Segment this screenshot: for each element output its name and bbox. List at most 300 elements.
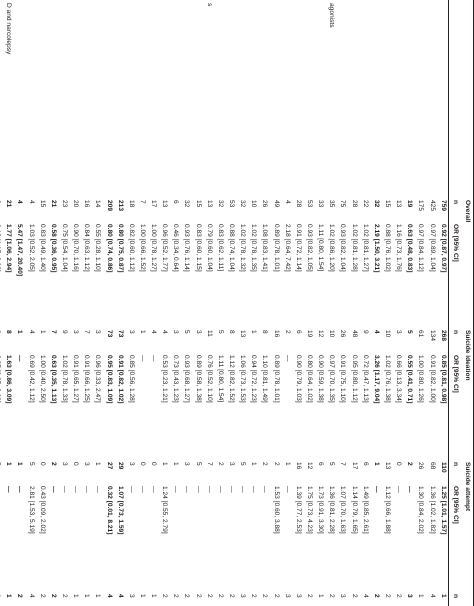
cell-ideation-or: 0.91 [0.82, 1.00] — [428, 355, 436, 403]
row-label — [181, 0, 192, 198]
cell-trailing-n: 2 — [172, 594, 180, 598]
table-row — [47, 0, 58, 606]
cell-overall-n: 15 — [194, 200, 202, 208]
cell-trailing-n: 3 — [239, 594, 247, 598]
cell-overall-n: 15 — [38, 200, 46, 208]
cell-ideation-or: 1.00 [0.40, 2.50] — [38, 355, 46, 403]
cell-attempt-or: 1.12 [0.66, 1.88] — [384, 486, 392, 534]
table-row — [415, 0, 426, 606]
cell-attempt-or: — — [205, 486, 213, 493]
row-label — [247, 0, 258, 198]
cell-ideation-or: 0.94 [0.72, 1.23] — [250, 355, 258, 403]
row-label — [92, 0, 103, 198]
cell-overall-or: 0.88 [0.74, 1.04] — [228, 224, 236, 272]
cell-overall-or: 0.80 [0.74, 0.86] — [105, 224, 113, 273]
cell-trailing-n: 1 — [94, 594, 102, 598]
row-label — [381, 0, 392, 198]
cell-overall-n: 26 — [261, 200, 269, 208]
group-header-overall: Overall — [460, 198, 474, 328]
cell-overall-n: 22 — [361, 200, 369, 208]
cell-overall-or: 0.97 [0.84, 1.12] — [417, 224, 425, 272]
table-row — [114, 0, 125, 606]
table-row — [158, 0, 169, 606]
cell-ideation-n: 8 — [228, 330, 236, 334]
cell-ideation-n: 10 — [328, 330, 336, 338]
cell-ideation-or: 0.91 [0.82, 1.02] — [116, 355, 124, 404]
cell-attempt-or: — — [261, 486, 269, 493]
cell-trailing-n — [0, 592, 2, 606]
cell-overall-or: 0.58 [0.36, 0.95] — [49, 224, 57, 273]
cell-ideation-n: 73 — [116, 330, 124, 338]
cell-overall-or: 0.83 [0.62, 1.11] — [216, 224, 224, 272]
cell-attempt-n: 68 — [428, 462, 436, 470]
cell-ideation-n: 13 — [239, 330, 247, 338]
cell-ideation-n: 48 — [350, 330, 358, 338]
table-row — [403, 0, 414, 606]
cell-attempt-n: 13 — [384, 462, 392, 470]
cell-ideation-or: 0.85 [0.81, 0.98] — [439, 355, 447, 404]
cell-ideation-n: 9 — [361, 330, 369, 334]
cell-attempt-n: 3 — [228, 462, 236, 466]
cell-ideation-or: — — [150, 355, 158, 362]
cell-attempt-or: — — [395, 486, 403, 493]
cell-overall-or: 0.97 [0.89, 1.04] — [428, 224, 436, 272]
cell-attempt-or: — — [172, 486, 180, 493]
cell-ideation-n: 2 — [283, 330, 291, 334]
table-row — [359, 0, 370, 606]
cell-attempt-or: — — [250, 486, 258, 493]
cell-attempt-n: 1 — [250, 462, 258, 466]
column-header-overall-or: OR [95% CI] — [449, 222, 461, 328]
cell-trailing-n: 2 — [372, 594, 380, 598]
cell-overall-or: 1.16 [0.73, 1.76] — [395, 224, 403, 272]
row-label — [270, 0, 281, 198]
cell-trailing-n: 1 — [72, 594, 80, 598]
cell-overall-n: 35 — [328, 200, 336, 208]
cell-attempt-n: 3 — [60, 462, 68, 466]
table-row — [370, 0, 381, 606]
cell-attempt-n: 0 — [72, 462, 80, 466]
row-label — [236, 0, 247, 198]
table-row — [69, 0, 80, 606]
row-label — [69, 0, 80, 198]
cell-attempt-n: 1 — [372, 462, 380, 466]
cell-ideation-n: 1 — [138, 330, 146, 334]
cell-overall-n: 4 — [27, 200, 35, 204]
column-header-trailing-n: n — [449, 592, 461, 606]
cell-overall-n: 23 — [60, 200, 68, 208]
cell-ideation-or: 0.93 [0.68, 1.27] — [183, 355, 191, 403]
table-row — [14, 0, 25, 606]
row-label — [158, 0, 169, 198]
cell-trailing-n: 2 — [38, 594, 46, 598]
cell-trailing-n: 2 — [228, 594, 236, 598]
row-label — [147, 0, 158, 198]
cell-trailing-n: 2 — [194, 594, 202, 598]
row-label — [437, 0, 449, 198]
table-row — [0, 0, 2, 606]
cell-attempt-or: — — [94, 486, 102, 493]
cell-ideation-or: 1.11 [0.80, 1.54] — [216, 355, 224, 403]
table-row — [292, 0, 303, 606]
cell-ideation-n: 1 — [250, 330, 258, 334]
cell-attempt-n: 7 — [339, 462, 347, 466]
cell-trailing-n: 3 — [339, 594, 347, 598]
cell-attempt-or: 1.36 [0.81, 2.28] — [328, 486, 336, 534]
cell-trailing-n: 2 — [272, 594, 280, 598]
cell-overall-or: 5.47 [1.47, 20.40] — [16, 224, 24, 277]
cell-overall-or: 1.03 [0.52, 2.05] — [27, 224, 35, 272]
cell-trailing-n: 1 — [83, 594, 91, 598]
cell-overall-or: 0.84 [0.63, 1.12] — [83, 224, 91, 272]
cell-trailing-n: 2 — [250, 594, 258, 598]
row-label — [14, 0, 25, 198]
cell-overall-or: 1.02 [0.86, 1.20] — [328, 224, 336, 272]
cell-overall-or: 0.83 [0.49, 1.40] — [38, 224, 46, 272]
row-label — [25, 0, 36, 198]
cell-attempt-or — [0, 484, 2, 592]
cell-overall-n: 16 — [83, 200, 91, 208]
cell-ideation-or: 0.95 [0.80, 1.12] — [350, 355, 358, 403]
cell-ideation-or: 1.63 [0.86, 3.09] — [5, 355, 13, 404]
cell-trailing-n: 3 — [406, 594, 414, 598]
cell-ideation-n: 4 — [150, 330, 158, 334]
cell-trailing-n: 4 — [116, 594, 124, 598]
cell-ideation-n: 16 — [272, 330, 280, 338]
cell-trailing-n: 1 — [5, 594, 13, 598]
cell-ideation-n: 12 — [317, 330, 325, 338]
cell-trailing-n: 4 — [428, 594, 436, 598]
cell-attempt-n: 2 — [406, 462, 414, 466]
cell-attempt-n: 17 — [350, 462, 358, 470]
row-label: s — [205, 3, 213, 7]
table-row — [426, 0, 437, 606]
cell-ideation-or: 0.69 [0.42, 1.12] — [27, 355, 35, 403]
cell-attempt-or: — — [5, 486, 13, 493]
group-header-suicide-attempt: Suicide attempt — [460, 460, 474, 592]
cell-ideation-n: 19 — [306, 330, 314, 338]
cell-overall-n: 17 — [150, 200, 158, 208]
row-label — [392, 0, 403, 198]
cell-overall-n: 14 — [94, 200, 102, 208]
row-label — [192, 0, 203, 198]
row-label — [348, 0, 359, 198]
table-row — [247, 0, 258, 606]
cell-ideation-n: 11 — [205, 330, 213, 337]
cell-attempt-or: 1.53 [0.60, 3.88] — [272, 486, 280, 534]
cell-overall-or: 1.77 [1.06, 2.94] — [5, 224, 13, 273]
cell-overall-n: 53 — [306, 200, 314, 208]
cell-ideation-or: 0.89 [0.58, 1.38] — [194, 355, 202, 403]
cell-overall-or: 0.91 [0.72, 1.14] — [294, 224, 302, 272]
label-column-header — [449, 0, 461, 198]
cell-overall-n: 15 — [384, 200, 392, 208]
cell-ideation-or: 0.97 [0.70, 1.35] — [328, 355, 336, 403]
cell-attempt-n: 7 — [205, 462, 213, 466]
table-row — [325, 0, 336, 606]
cell-attempt-n: 6 — [361, 462, 369, 466]
cell-trailing-n: 1 — [317, 594, 325, 598]
cell-ideation-n: 1 — [38, 330, 46, 334]
cell-trailing-n: 2 — [306, 594, 314, 598]
cell-attempt-or: — — [72, 486, 80, 493]
table-row — [314, 0, 325, 606]
cell-overall-or — [0, 222, 2, 328]
cell-ideation-n: 268 — [439, 330, 447, 342]
cell-ideation-or: 0.76 [0.52, 1.10] — [205, 355, 213, 403]
cell-ideation-or: 0.95 [0.83, 1.09] — [105, 355, 113, 404]
cell-ideation-n: 4 — [27, 330, 35, 334]
cell-trailing-n: 2 — [183, 594, 191, 598]
row-label — [225, 0, 236, 198]
cell-overall-n: 6 — [172, 200, 180, 204]
cell-trailing-n: 2 — [60, 594, 68, 598]
table-row — [270, 0, 281, 606]
cell-ideation-or: 0.63 [0.35, 1.13] — [49, 355, 57, 404]
cell-ideation-or: 1.06 [0.73, 1.53] — [239, 355, 247, 403]
cell-overall-or: 0.55 [0.28, 1.10] — [94, 224, 102, 272]
group-header-suicide-ideation: Suicide ideation — [460, 328, 474, 460]
cell-attempt-n: 2 — [261, 462, 269, 466]
cell-attempt-n: 12 — [306, 462, 314, 470]
cell-ideation-or: 0.85 [0.56, 1.28] — [127, 355, 135, 403]
cell-trailing-n: 1 — [439, 594, 447, 598]
cell-attempt-or: — — [127, 486, 135, 493]
cell-attempt-n: 1 — [161, 462, 169, 466]
cell-ideation-n — [0, 328, 2, 353]
cell-overall-or: 1.02 [0.81, 1.27] — [361, 224, 369, 272]
cell-trailing-n: 1 — [150, 594, 158, 598]
cell-attempt-or: — — [183, 486, 191, 493]
column-header-attempt-n: n — [449, 460, 461, 484]
cell-overall-or: 0.46 [0.34, 0.64] — [172, 224, 180, 272]
cell-overall-n: 13 — [205, 200, 213, 208]
cell-ideation-n: 134 — [428, 330, 436, 342]
table-row — [348, 0, 359, 606]
cell-ideation-n: 5 — [183, 330, 191, 334]
cell-attempt-n: 16 — [294, 462, 302, 470]
row-label — [359, 0, 370, 198]
row-label — [169, 0, 180, 198]
row-label — [415, 0, 426, 198]
row-label — [36, 0, 47, 198]
cell-attempt-n: 5 — [328, 462, 336, 466]
column-header-ideation-n: n — [449, 328, 461, 353]
table-row — [36, 0, 47, 606]
cell-overall-n: 21 — [49, 200, 57, 208]
cell-attempt-or: 0.43 [0.09, 2.02] — [38, 486, 46, 534]
table-row — [381, 0, 392, 606]
cell-attempt-n: 1 — [94, 462, 102, 466]
row-label — [303, 0, 314, 198]
cell-ideation-or: 0.80 [0.64, 1.02] — [306, 355, 314, 403]
cell-attempt-or: — — [83, 486, 91, 493]
column-header-overall-n: n — [449, 198, 461, 222]
cell-ideation-or: 1.00 [0.80, 1.26] — [417, 355, 425, 403]
cell-overall-n: 759 — [439, 200, 447, 212]
cell-attempt-or: 1.75 [0.73, 4.23] — [306, 486, 314, 534]
cell-overall-n: 13 — [395, 200, 403, 208]
cell-overall-or: 0.75 [0.54, 1.04] — [60, 224, 68, 272]
row-label — [114, 0, 125, 198]
cell-attempt-n: 3 — [83, 462, 91, 466]
cell-overall-or: 1.11 [0.80, 1.54] — [317, 224, 325, 272]
cell-overall-n: 13 — [161, 200, 169, 208]
cell-overall-or: 1.00 [0.66, 1.52] — [138, 224, 146, 272]
cell-overall-n: 53 — [228, 200, 236, 208]
cell-overall-n: 28 — [350, 200, 358, 208]
cell-attempt-n: 0 — [138, 462, 146, 466]
cell-overall-n: 175 — [417, 200, 425, 212]
row-label — [136, 0, 147, 198]
cell-ideation-or: 0.55 [0.41, 0.71] — [406, 355, 414, 404]
cell-overall-or: 1.02 [0.81, 1.28] — [350, 224, 358, 272]
cell-ideation-n: 7 — [49, 330, 57, 334]
table-row — [136, 0, 147, 606]
cell-overall-or: 1.02 [0.78, 1.32] — [239, 224, 247, 272]
cell-ideation-n: 6 — [294, 330, 302, 334]
cell-overall-or: 0.93 [0.82, 1.04] — [339, 224, 347, 272]
cell-ideation-or: — — [283, 355, 291, 362]
cell-attempt-or: 1.14 [0.79, 1.65] — [350, 486, 358, 534]
row-label — [0, 0, 2, 198]
cell-ideation-n: 1 — [16, 330, 24, 334]
cell-ideation-or: 1.02 [0.78, 1.33] — [60, 355, 68, 403]
cell-ideation-or: 0.89 [0.78, 1.01] — [272, 355, 280, 403]
cell-attempt-n: 2 — [272, 462, 280, 466]
cell-trailing-n: 2 — [205, 594, 213, 598]
cell-attempt-or: 1.36 [1.02, 1.82] — [428, 486, 436, 534]
cell-attempt-n: 2 — [49, 462, 57, 466]
cell-attempt-or: — — [194, 486, 202, 493]
cell-overall-n: 32 — [216, 200, 224, 208]
table-row — [125, 0, 136, 606]
cell-ideation-or: 0.72 [0.47, 1.13] — [361, 355, 369, 403]
cell-attempt-n: 0 — [38, 462, 46, 466]
cell-overall-n: 4 — [16, 200, 24, 204]
cell-ideation-n: 8 — [5, 330, 13, 334]
cell-attempt-or: — — [138, 486, 146, 493]
table-row — [147, 0, 158, 606]
cell-overall-n: 28 — [294, 200, 302, 208]
cell-ideation-or: 1.10 [0.81, 1.49] — [261, 355, 269, 403]
cell-attempt-n: 29 — [116, 462, 124, 470]
table-row — [337, 0, 348, 606]
cell-attempt-or: 1.39 [0.77, 2.53] — [294, 486, 302, 534]
row-label — [337, 0, 348, 198]
cell-overall-or: 0.93 [0.82, 1.05] — [306, 224, 314, 272]
cell-overall-or: 0.93 [0.76, 1.14] — [183, 224, 191, 272]
row-label — [426, 0, 437, 198]
cell-trailing-n: 4 — [27, 594, 35, 598]
cell-attempt-n: 3 — [127, 462, 135, 466]
cell-ideation-n: 26 — [339, 330, 347, 338]
cell-trailing-n: 1 — [138, 594, 146, 598]
cell-overall-n: 32 — [239, 200, 247, 208]
cell-attempt-n: 1 — [172, 462, 180, 466]
row-label — [47, 0, 58, 198]
cell-attempt-or: — — [406, 486, 414, 493]
row-label: D and narcolepsy — [5, 3, 13, 55]
cell-overall-or: 0.92 [0.87, 0.97] — [439, 224, 447, 273]
cell-ideation-or: 0.90 [0.59, 1.38] — [317, 355, 325, 403]
table-row — [25, 0, 36, 606]
cell-trailing-n: 2 — [350, 594, 358, 598]
cell-ideation-n: 10 — [384, 330, 392, 338]
cell-attempt-n: 1 — [283, 462, 291, 466]
table-row — [281, 0, 292, 606]
table-row — [392, 0, 403, 606]
cell-trailing-n: 2 — [328, 594, 336, 598]
table-row — [58, 0, 69, 606]
table-row — [103, 0, 114, 606]
cell-attempt-n — [0, 460, 2, 484]
cell-attempt-n: 26 — [417, 462, 425, 470]
cell-attempt-n: 1 — [16, 462, 24, 466]
cell-overall-n — [0, 198, 2, 222]
cell-attempt-or: 1.30 [0.84, 2.02] — [417, 486, 425, 534]
cell-overall-n: 33 — [317, 200, 325, 208]
cell-overall-or: 0.90 [0.70, 1.16] — [72, 224, 80, 272]
cell-ideation-n: 3 — [72, 330, 80, 334]
table-row — [2, 0, 13, 606]
cell-overall-n: 4 — [283, 200, 291, 204]
cell-ideation-or: 0.53 [0.23, 1.21] — [161, 355, 169, 403]
row-label — [214, 0, 225, 198]
table-row — [236, 0, 247, 606]
cell-ideation-or: — — [16, 355, 24, 362]
cell-attempt-n: 1 — [5, 462, 13, 466]
row-label — [80, 0, 91, 198]
cell-overall-n: 10 — [250, 200, 258, 208]
cell-overall-or: 2.19 [1.50, 3.21] — [372, 224, 380, 273]
cell-trailing-n: 2 — [395, 594, 403, 598]
cell-attempt-or: 1.25 [1.01, 1.57] — [439, 486, 447, 535]
cell-overall-n: 18 — [127, 200, 135, 208]
cell-overall-or: 0.80 [0.75, 0.87] — [116, 224, 124, 273]
cell-overall-n: 32 — [183, 200, 191, 208]
cell-attempt-or: — — [60, 486, 68, 493]
cell-attempt-or: 2.81 [1.53, 5.19] — [27, 486, 35, 534]
cell-attempt-n: 0 — [395, 462, 403, 466]
table-row — [192, 0, 203, 606]
cell-ideation-n: 9 — [60, 330, 68, 334]
cell-attempt-n: 0 — [150, 462, 158, 466]
table-row — [259, 0, 270, 606]
cell-ideation-n: 3 — [127, 330, 135, 334]
row-label — [281, 0, 292, 198]
column-header-ideation-or: OR [95% CI] — [449, 353, 461, 460]
cell-ideation-or: 1.12 [0.82, 1.52] — [228, 355, 236, 403]
cell-trailing-n: 4 — [105, 594, 113, 598]
cell-trailing-n: 2 — [216, 594, 224, 598]
row-label — [125, 0, 136, 198]
cell-overall-or: 1.08 [0.83, 1.41] — [261, 224, 269, 272]
row-label — [314, 0, 325, 198]
table-row — [214, 0, 225, 606]
cell-attempt-or: — — [216, 486, 224, 493]
cell-attempt-n: 5 — [27, 462, 35, 466]
row-label — [370, 0, 381, 198]
cell-attempt-n: 3 — [183, 462, 191, 466]
cell-ideation-or: 0.91 [0.75, 1.10] — [339, 355, 347, 403]
table-row — [92, 0, 103, 606]
cell-overall-or: 0.88 [0.76, 1.02] — [384, 224, 392, 272]
cell-attempt-n: 2 — [216, 462, 224, 466]
cell-attempt-or: — — [228, 486, 236, 493]
cell-ideation-or: 0.91 [0.66, 1.25] — [83, 355, 91, 403]
cell-attempt-or: — — [16, 486, 24, 493]
